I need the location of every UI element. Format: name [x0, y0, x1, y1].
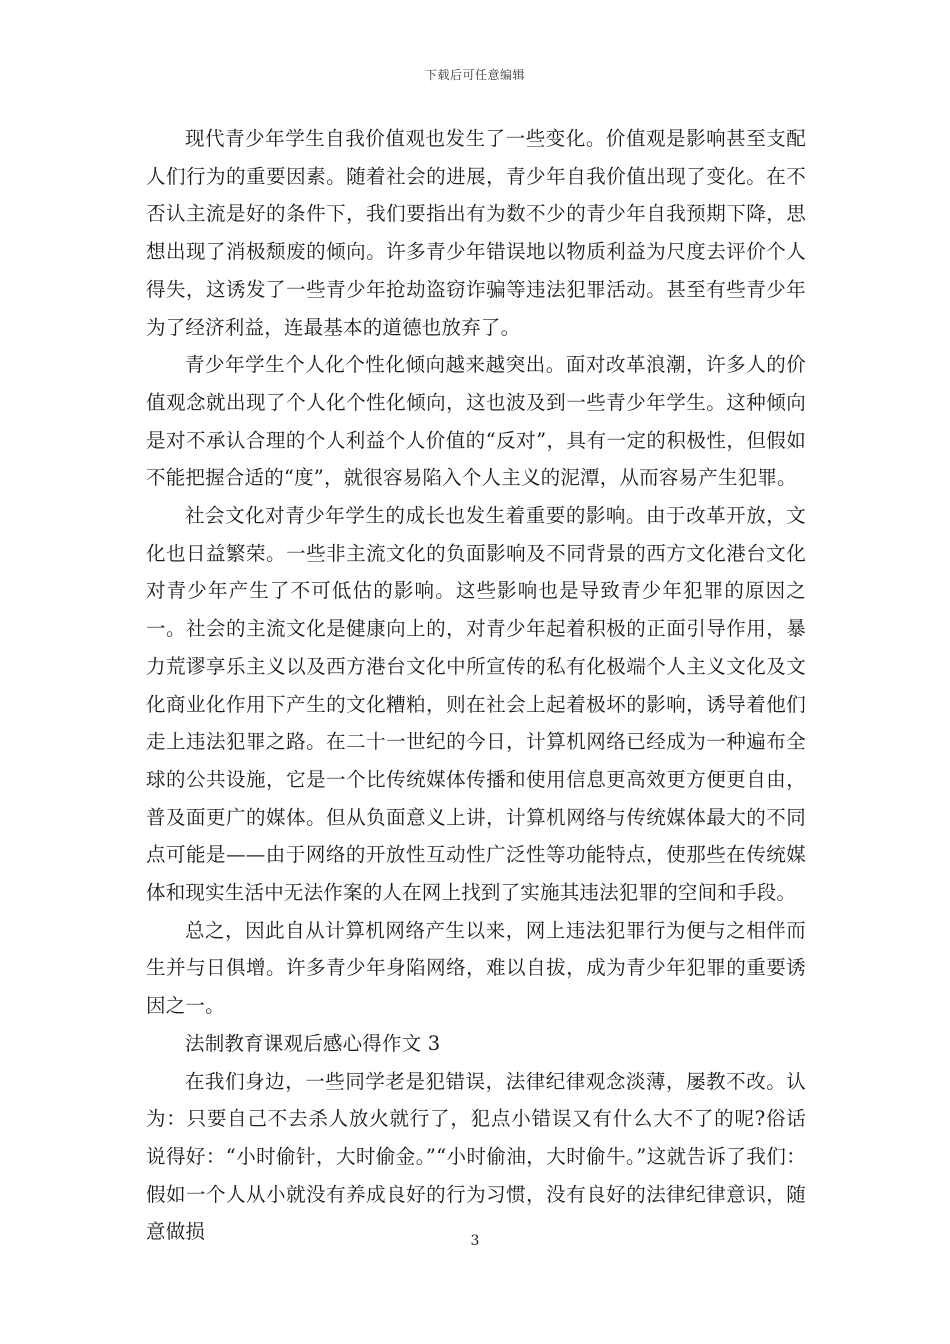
page-header: 下载后可任意编辑: [424, 68, 525, 82]
document-body: [146, 120, 806, 1251]
paragraph-conclusion: 总之，因此自从计算机网络产生以来，网上违法犯罪行为便与之相伴而生并与日俱增。许多青少年身陷网络，难以自拔，成为青少年犯罪的重要诱因之一。: [146, 918, 806, 1018]
paragraph-around-us: 在我们身边，一些同学老是犯错误，法律纪律观念淡薄，屡教不改。认为：只要自己不去杀人放火就行了，犯点小错误又有什么大不了的呢?俗话说得好：“小时偷针，大时偷金。”“小时偷油，大时偷牛。”这就告诉了我们：假如一个人从小就没有养成良好的行为习惯，没有良好的法律纪律意识，随意做损: [146, 1069, 806, 1244]
paragraph-self-value: 现代青少年学生自我价值观也发生了一些变化。价值观是影响甚至支配人们行为的重要因素。随着社会的进展，青少年自我价值出现了变化。在不否认主流是好的条件下，我们要指出有为数不少的青少年自我预期下降，思想出现了消极颓废的倾向。许多青少年错误地以物质利益为尺度去评价个人得失，这诱发了一些青少年抢劫盗窃诈骗等违法犯罪活动。甚至有些青少年为了经济利益，连最基本的道德也放弃了。: [146, 127, 806, 339]
paragraph-social-culture: 社会文化对青少年学生的成长也发生着重要的影响。由于改革开放，文化也日益繁荣。一些非主流文化的负面影响及不同背景的西方文化港台文化对青少年产生了不可低估的影响。这些影响也是导致青少年犯罪的原因之一。社会的主流文化是健康向上的，对青少年起着积极的正面引导作用，暴力荒谬享乐主义以及西方港台文化中所宣传的私有化极端个人主义文化及文化商业化作用下产生的文化糟粕，则在社会上起着极坏的影响，诱导着他们走上违法犯罪之路。在二十一世纪的今日，计算机网络已经成为一种遍布全球的公共设施，它是一个比传统媒体传播和使用信息更高效更方便更自由，普及面更广的媒体。但从负面意义上讲，计算机网络与传统媒体最大的不同点可能是——由于网络的开放性互动性广泛性等功能特点，使那些在传统媒体和现实生活中无法作案的人在网上找到了实施其违法犯罪的空间和手段。: [146, 504, 806, 905]
section-heading: 法制教育课观后感心得作文 3: [185, 1031, 441, 1055]
paragraph-individualism: 青少年学生个人化个性化倾向越来越突出。面对改革浪潮，许多人的价值观念就出现了个人化个性化倾向，这也波及到一些青少年学生。这种倾向是对不承认合理的个人利益个人价值的“反对”，具有一定的积极性，但假如不能把握合适的“度”，就很容易陷入个人主义的泥潭，从而容易产生犯罪。: [146, 353, 806, 490]
page-number: 3: [470, 1233, 480, 1249]
